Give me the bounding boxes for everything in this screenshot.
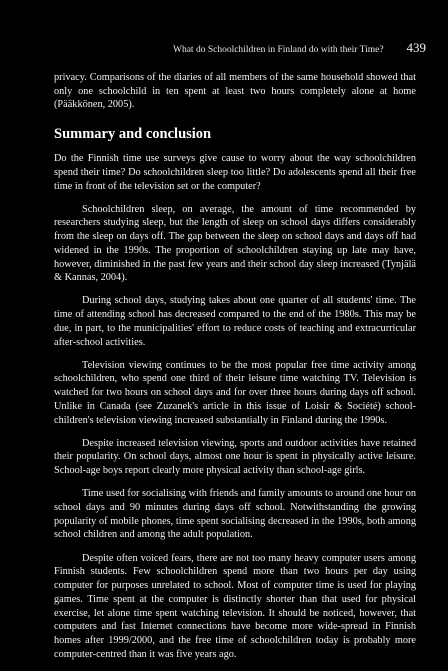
running-title: What do Schoolchildren in Finland do with their Time? [173,45,384,55]
body-text [54,71,416,671]
section-heading: Summary and conclusion [54,126,212,143]
running-header [173,40,426,56]
paragraph-continued: privacy. Comparisons of the diaries of all members of the same household showed that only one schoolchild in ten spent at least two hours completely alone at home (Pääkkönen, 2005). [54,72,416,111]
paragraph-intro: Do the Finnish time use surveys give cause to worry about the way schoolchildren spend their time? Do schoolchildren sleep too little? Do adolescents spend all their free time in front of the television set or the computer? [54,153,416,192]
paragraph-sleep: Schoolchildren sleep, on average, the amount of time recommended by researchers studying sleep, but the length of sleep on school days differs considerably from the sleep on days off. The gap between the sleep on school days and days off had widened in the 1990s. The proportion of schoolchildren staying up late may have, however, diminished in the past few years and their school day sleep increased (Tynjälä & Kannas, 2004). [54,203,416,284]
paragraph-socialising: Time used for socialising with friends and family amounts to around one hour on school days and 90 minutes during days off school. Notwithstanding the growing popularity of mobile phones, time spent socialising decreased in the 1990s, both among school children and among the adult population. [54,488,416,541]
page-number: 439 [406,40,426,55]
paragraph-studying: During school days, studying takes about one quarter of all students' time. The time of attending school has decreased compared to the end of the 1980s. This may be due, in part, to the municipalities' effort to reduce costs of teaching and extracurricular after-school activities. [54,295,416,348]
paragraph-sports: Despite increased television viewing, sports and outdoor activities have retained their popularity. On school days, almost one hour is spent in physically active leisure. School-age boys report clearly more physical activity than school-age girls. [54,437,416,477]
paragraph-computers: Despite often voiced fears, there are not too many heavy computer users among Finnish students. Few schoolchildren spend more than two hours per day using computer for purposes unrelated to school. Most of computer time is used for playing games. Time spent at the computer is distinctly shorter than that used for physical exercise, let alone time spent watching television. It should be noticed, however, that computers and fast Internet connections have become more wide-spread in Finnish homes after 1999/2000, and the free time of schoolchildren today is probably more computer-centred than it was five years ago. [54,552,416,660]
paragraph-television: Television viewing continues to be the most popular free time activity among schoolchildren, who spend one third of their leisure time watching TV. Television is watched for two hours on school days and for over three hours during days off school. Unlike in Canada (see Zuzanek's article in this issue of Loisir & Société) school-children's television viewing increased substantially in Finland during the 1990s. [54,359,416,426]
book-page [11,0,448,660]
